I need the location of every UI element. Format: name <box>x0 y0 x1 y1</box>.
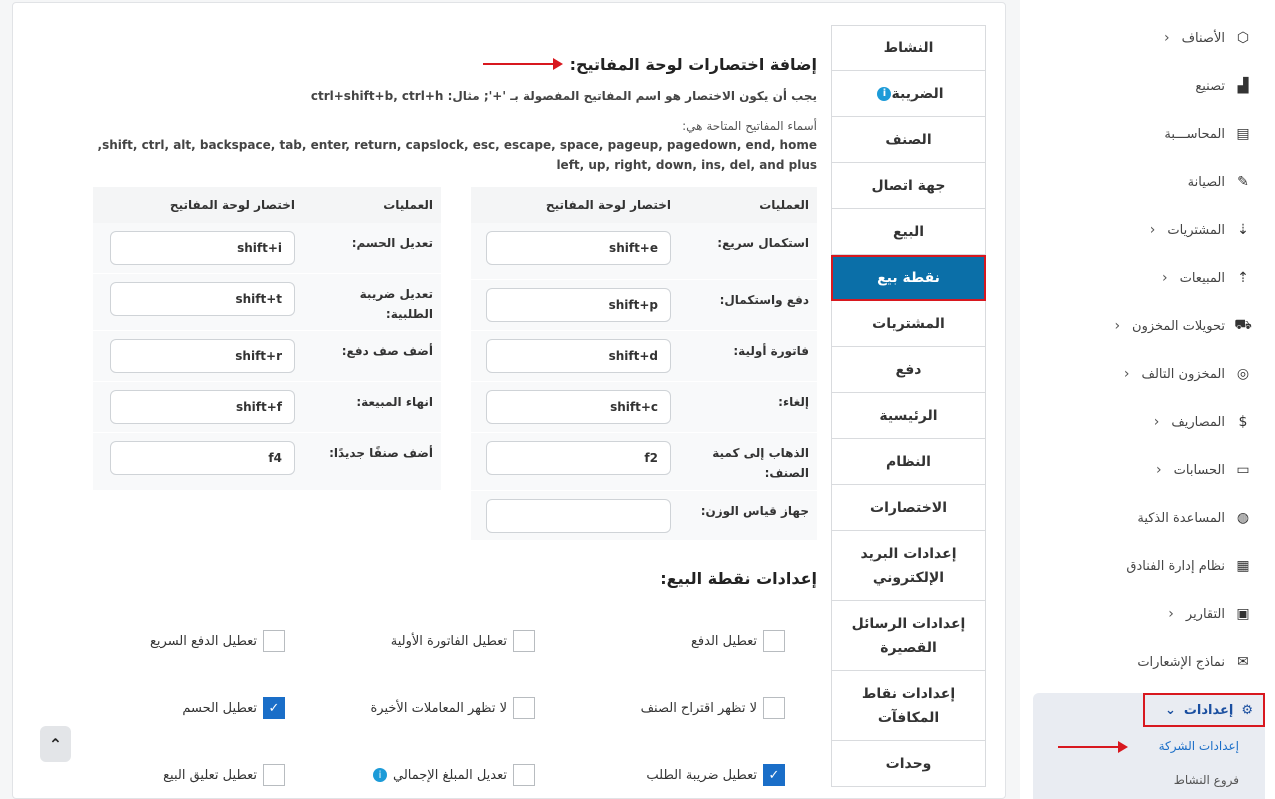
shortcuts-title: إضافة اختصارات لوحة المفاتيح: <box>569 55 817 74</box>
shortcut-cell <box>471 280 679 322</box>
checkbox[interactable] <box>513 764 535 786</box>
shortcut-cell <box>95 274 303 316</box>
tab[interactable] <box>831 71 986 117</box>
keys-list-line1: shift, ctrl, alt, backspace, tab, enter, return, capslock, esc, escape, space, pageup, pagedown, end, home, <box>97 138 817 152</box>
factory-icon: ▟ <box>1237 78 1249 94</box>
pos-option <box>150 630 285 652</box>
chevron-icon: ‹ <box>1163 30 1170 46</box>
sidebar-item[interactable] <box>1043 170 1253 194</box>
sidebar-item-label: تحويلات المخزون <box>1132 318 1225 334</box>
tab-label: البيع <box>892 223 925 240</box>
sidebar-subitem-branches[interactable]: فروع النشاط <box>1173 773 1239 787</box>
download-icon: ⇣ <box>1237 222 1249 238</box>
sidebar-item-label: المبيعات <box>1179 270 1225 286</box>
shortcuts-table-right <box>471 187 817 541</box>
tab[interactable] <box>831 393 986 439</box>
checkbox-label: تعطيل ضريبة الطلب <box>646 767 757 783</box>
checkbox-label: لا تظهر المعاملات الأخيرة <box>370 700 507 716</box>
operation-label: إلغاء: <box>778 395 809 409</box>
table-row <box>471 280 817 331</box>
tab[interactable] <box>831 255 986 301</box>
sidebar-item-settings[interactable] <box>1143 693 1265 727</box>
shortcut-cell <box>95 433 303 475</box>
pos-settings-title: إعدادات نقطة البيع: <box>660 569 817 588</box>
shortcut-cell <box>471 433 679 475</box>
keys-list-line2: left, up, right, down, ins, del, and plus <box>556 158 817 172</box>
shortcut-input[interactable]: shift+e <box>486 231 671 265</box>
gear-icon: ⚙ <box>1241 702 1253 718</box>
keys-heading: أسماء المفاتيح المتاحة هي: <box>682 119 817 133</box>
chevron-icon: ‹ <box>1156 462 1162 478</box>
sidebar-item[interactable] <box>1043 506 1253 530</box>
chevron-icon: ‹ <box>1149 222 1156 238</box>
table-row <box>471 433 817 491</box>
shortcut-input[interactable]: shift+f <box>110 390 295 424</box>
sidebar-subitem-company-settings[interactable]: إعدادات الشركة <box>1158 739 1239 753</box>
checkbox[interactable] <box>263 764 285 786</box>
annotation-arrow-company <box>1058 746 1118 748</box>
tab-label: إعدادات البريد الإلكتروني <box>860 545 957 586</box>
operation-label: دفع واستكمال: <box>719 293 809 307</box>
tab-label: النشاط <box>883 40 934 56</box>
dollar-icon: $ <box>1238 414 1248 430</box>
sidebar-item[interactable] <box>1043 602 1253 626</box>
tab[interactable] <box>831 439 986 485</box>
checkbox-label: تعديل المبلغ الإجمالي <box>392 767 507 783</box>
sidebar-item[interactable] <box>1043 410 1253 434</box>
sidebar-item-label: المساعدة الذكية <box>1137 510 1225 526</box>
table-row <box>471 491 817 541</box>
table-row <box>471 331 817 382</box>
operation-label: تعديل الحسم: <box>351 236 433 250</box>
pos-option <box>646 764 785 786</box>
tab-label: الضريبة <box>891 85 944 102</box>
tab[interactable] <box>831 347 986 393</box>
tab[interactable] <box>831 671 986 741</box>
sidebar-item-label: المخزون التالف <box>1141 366 1225 382</box>
sidebar-item[interactable] <box>1043 458 1253 482</box>
tab[interactable] <box>831 117 986 163</box>
operation-label: فاتورة أولية: <box>733 344 809 358</box>
operation-label: جهاز قياس الوزن: <box>700 504 809 518</box>
chevron-icon: ‹ <box>1123 366 1130 382</box>
operation-label: تعديل ضريبة الطلبية: <box>359 287 433 321</box>
chevron-icon: ‹ <box>1114 318 1121 334</box>
tab[interactable] <box>831 741 986 787</box>
tab[interactable] <box>831 25 986 71</box>
box-icon: ⬡ <box>1236 30 1250 46</box>
pos-option <box>369 764 535 786</box>
shortcuts-table-left <box>93 187 441 491</box>
table-header <box>93 187 441 223</box>
sidebar-item[interactable] <box>1043 650 1253 674</box>
book-icon: ▤ <box>1236 126 1250 142</box>
checkbox-label: تعطيل الدفع <box>691 633 757 649</box>
sidebar-item-label: الأصناف <box>1181 30 1225 46</box>
sidebar-item-label: الصيانة <box>1187 174 1225 190</box>
checkbox-label: تعطيل الدفع السريع <box>150 633 257 649</box>
operation-label: أضف صنفًا جديدًا: <box>329 446 433 460</box>
chevron-down-icon: ⌄ <box>1164 702 1176 718</box>
tab-label: جهة اتصال <box>871 177 946 194</box>
wrench-icon: ✎ <box>1237 174 1249 190</box>
sidebar-item[interactable] <box>1043 26 1253 50</box>
database-icon: ◎ <box>1236 366 1250 382</box>
shortcut-cell <box>471 491 679 533</box>
clipboard-icon: ▣ <box>1236 606 1250 622</box>
sidebar-item-label: نظام إدارة الفنادق <box>1126 558 1225 574</box>
pos-option <box>641 697 785 719</box>
table-row <box>93 433 441 491</box>
tab-label: الاختصارات <box>870 499 948 516</box>
table-row <box>93 223 441 274</box>
shortcut-cell <box>471 331 679 373</box>
sidebar-item[interactable] <box>1043 218 1253 242</box>
checkbox[interactable] <box>263 630 285 652</box>
tab-label: إعدادات نقاط المكافآت <box>861 685 956 726</box>
sidebar-item[interactable] <box>1043 362 1253 386</box>
envelope-icon: ✉ <box>1237 654 1249 670</box>
sidebar-item-label: التقارير <box>1185 606 1225 622</box>
sidebar-item[interactable] <box>1043 554 1253 578</box>
table-row <box>471 382 817 433</box>
sidebar-item-label: تصنيع <box>1195 78 1225 94</box>
sidebar-item-label: الحسابات <box>1173 462 1225 478</box>
shortcut-input[interactable]: shift+t <box>110 282 295 316</box>
checkbox-label: تعطيل الفاتورة الأولية <box>390 633 507 649</box>
checkbox-label: تعطيل الحسم <box>182 700 257 716</box>
operation-label: استكمال سريع: <box>717 236 809 250</box>
shortcut-input[interactable]: f4 <box>110 441 295 475</box>
tab-label: المشتريات <box>872 315 945 332</box>
checkbox[interactable]: ✓ <box>263 697 285 719</box>
settings-tabs <box>831 25 986 787</box>
checkbox[interactable] <box>513 697 535 719</box>
shortcuts-hint: يجب أن يكون الاختصار هو اسم المفاتيح المفصولة بـ '+'; مثال: ctrl+shift+b, ctrl+h <box>310 89 817 103</box>
pos-option <box>182 697 285 719</box>
tab-label: دفع <box>895 361 922 378</box>
tab[interactable] <box>831 301 986 347</box>
info-icon[interactable]: i <box>877 87 891 101</box>
pos-option <box>370 697 535 719</box>
pos-option <box>391 630 535 652</box>
shortcut-input[interactable]: f2 <box>486 441 671 475</box>
shortcut-input[interactable] <box>486 499 671 533</box>
checkbox[interactable] <box>763 630 785 652</box>
sidebar-item-label: المصاريف <box>1171 414 1225 430</box>
sidebar-item-label: إعدادات <box>1183 702 1234 718</box>
tab-label: وحدات <box>885 755 932 772</box>
table-row <box>93 331 441 382</box>
shortcut-cell <box>471 223 679 265</box>
tab[interactable] <box>831 209 986 255</box>
tab-label: إعدادات الرسائل القصيرة <box>851 615 966 656</box>
checkbox-label: لا تظهر اقتراح الصنف <box>640 700 757 716</box>
pos-option <box>163 764 285 786</box>
tab[interactable] <box>831 163 986 209</box>
shortcut-input[interactable]: shift+i <box>110 231 295 265</box>
checkbox[interactable] <box>763 697 785 719</box>
sidebar-item[interactable] <box>1043 74 1253 98</box>
sidebar-item[interactable] <box>1043 122 1253 146</box>
col-shortcut: اختصار لوحة المفاتيح <box>169 198 295 212</box>
operation-label: أضف صف دفع: <box>341 344 433 358</box>
table-header <box>471 187 817 223</box>
table-row <box>471 223 817 280</box>
checkbox-label: تعطيل تعليق البيع <box>163 767 257 783</box>
pos-option <box>691 630 785 652</box>
tab[interactable] <box>831 601 986 671</box>
chevron-icon: ‹ <box>1153 414 1160 430</box>
checkbox[interactable] <box>513 630 535 652</box>
shortcut-input[interactable]: shift+c <box>486 390 671 424</box>
shortcut-cell <box>95 331 303 373</box>
sidebar-item[interactable] <box>1043 314 1253 338</box>
info-icon[interactable]: i <box>373 768 387 782</box>
shortcut-input[interactable]: shift+d <box>486 339 671 373</box>
col-operations: العمليات <box>383 198 433 212</box>
operation-label: انهاء المبيعة: <box>356 395 433 409</box>
tab[interactable] <box>831 531 986 601</box>
truck-icon: ⛟ <box>1234 317 1252 333</box>
tab-label: النظام <box>886 453 931 470</box>
sidebar-item-label: المحاســـبة <box>1164 126 1225 142</box>
shortcut-input[interactable]: shift+p <box>486 288 671 322</box>
sidebar-item-label: المشتريات <box>1167 222 1225 238</box>
card-icon: ▭ <box>1236 462 1250 478</box>
annotation-arrow <box>483 63 553 65</box>
settings-card <box>12 2 1006 799</box>
checkbox[interactable]: ✓ <box>763 764 785 786</box>
col-operations: العمليات <box>759 198 809 212</box>
building-icon: ▦ <box>1236 558 1250 574</box>
sidebar <box>1020 0 1275 799</box>
shortcut-cell <box>95 223 303 265</box>
tab-label: نقطة بيع <box>877 270 940 286</box>
shortcut-cell <box>95 382 303 424</box>
table-row <box>93 274 441 331</box>
sidebar-item[interactable] <box>1043 266 1253 290</box>
col-shortcut: اختصار لوحة المفاتيح <box>545 198 671 212</box>
shortcut-cell <box>471 382 679 424</box>
chevron-icon: ‹ <box>1161 270 1168 286</box>
table-row <box>93 382 441 433</box>
tab-label: الرئيسية <box>879 407 938 424</box>
chevron-icon: ‹ <box>1168 606 1174 622</box>
sidebar-item-label: نماذج الإشعارات <box>1137 654 1225 670</box>
operation-label: الذهاب إلى كمية الصنف: <box>712 446 809 480</box>
tab[interactable] <box>831 485 986 531</box>
robot-icon: ◍ <box>1236 510 1250 526</box>
shortcut-input[interactable]: shift+r <box>110 339 295 373</box>
tab-label: الصنف <box>885 131 932 148</box>
scroll-to-top-button[interactable]: ⌃ <box>40 726 71 762</box>
upload-icon: ⇡ <box>1237 270 1249 286</box>
